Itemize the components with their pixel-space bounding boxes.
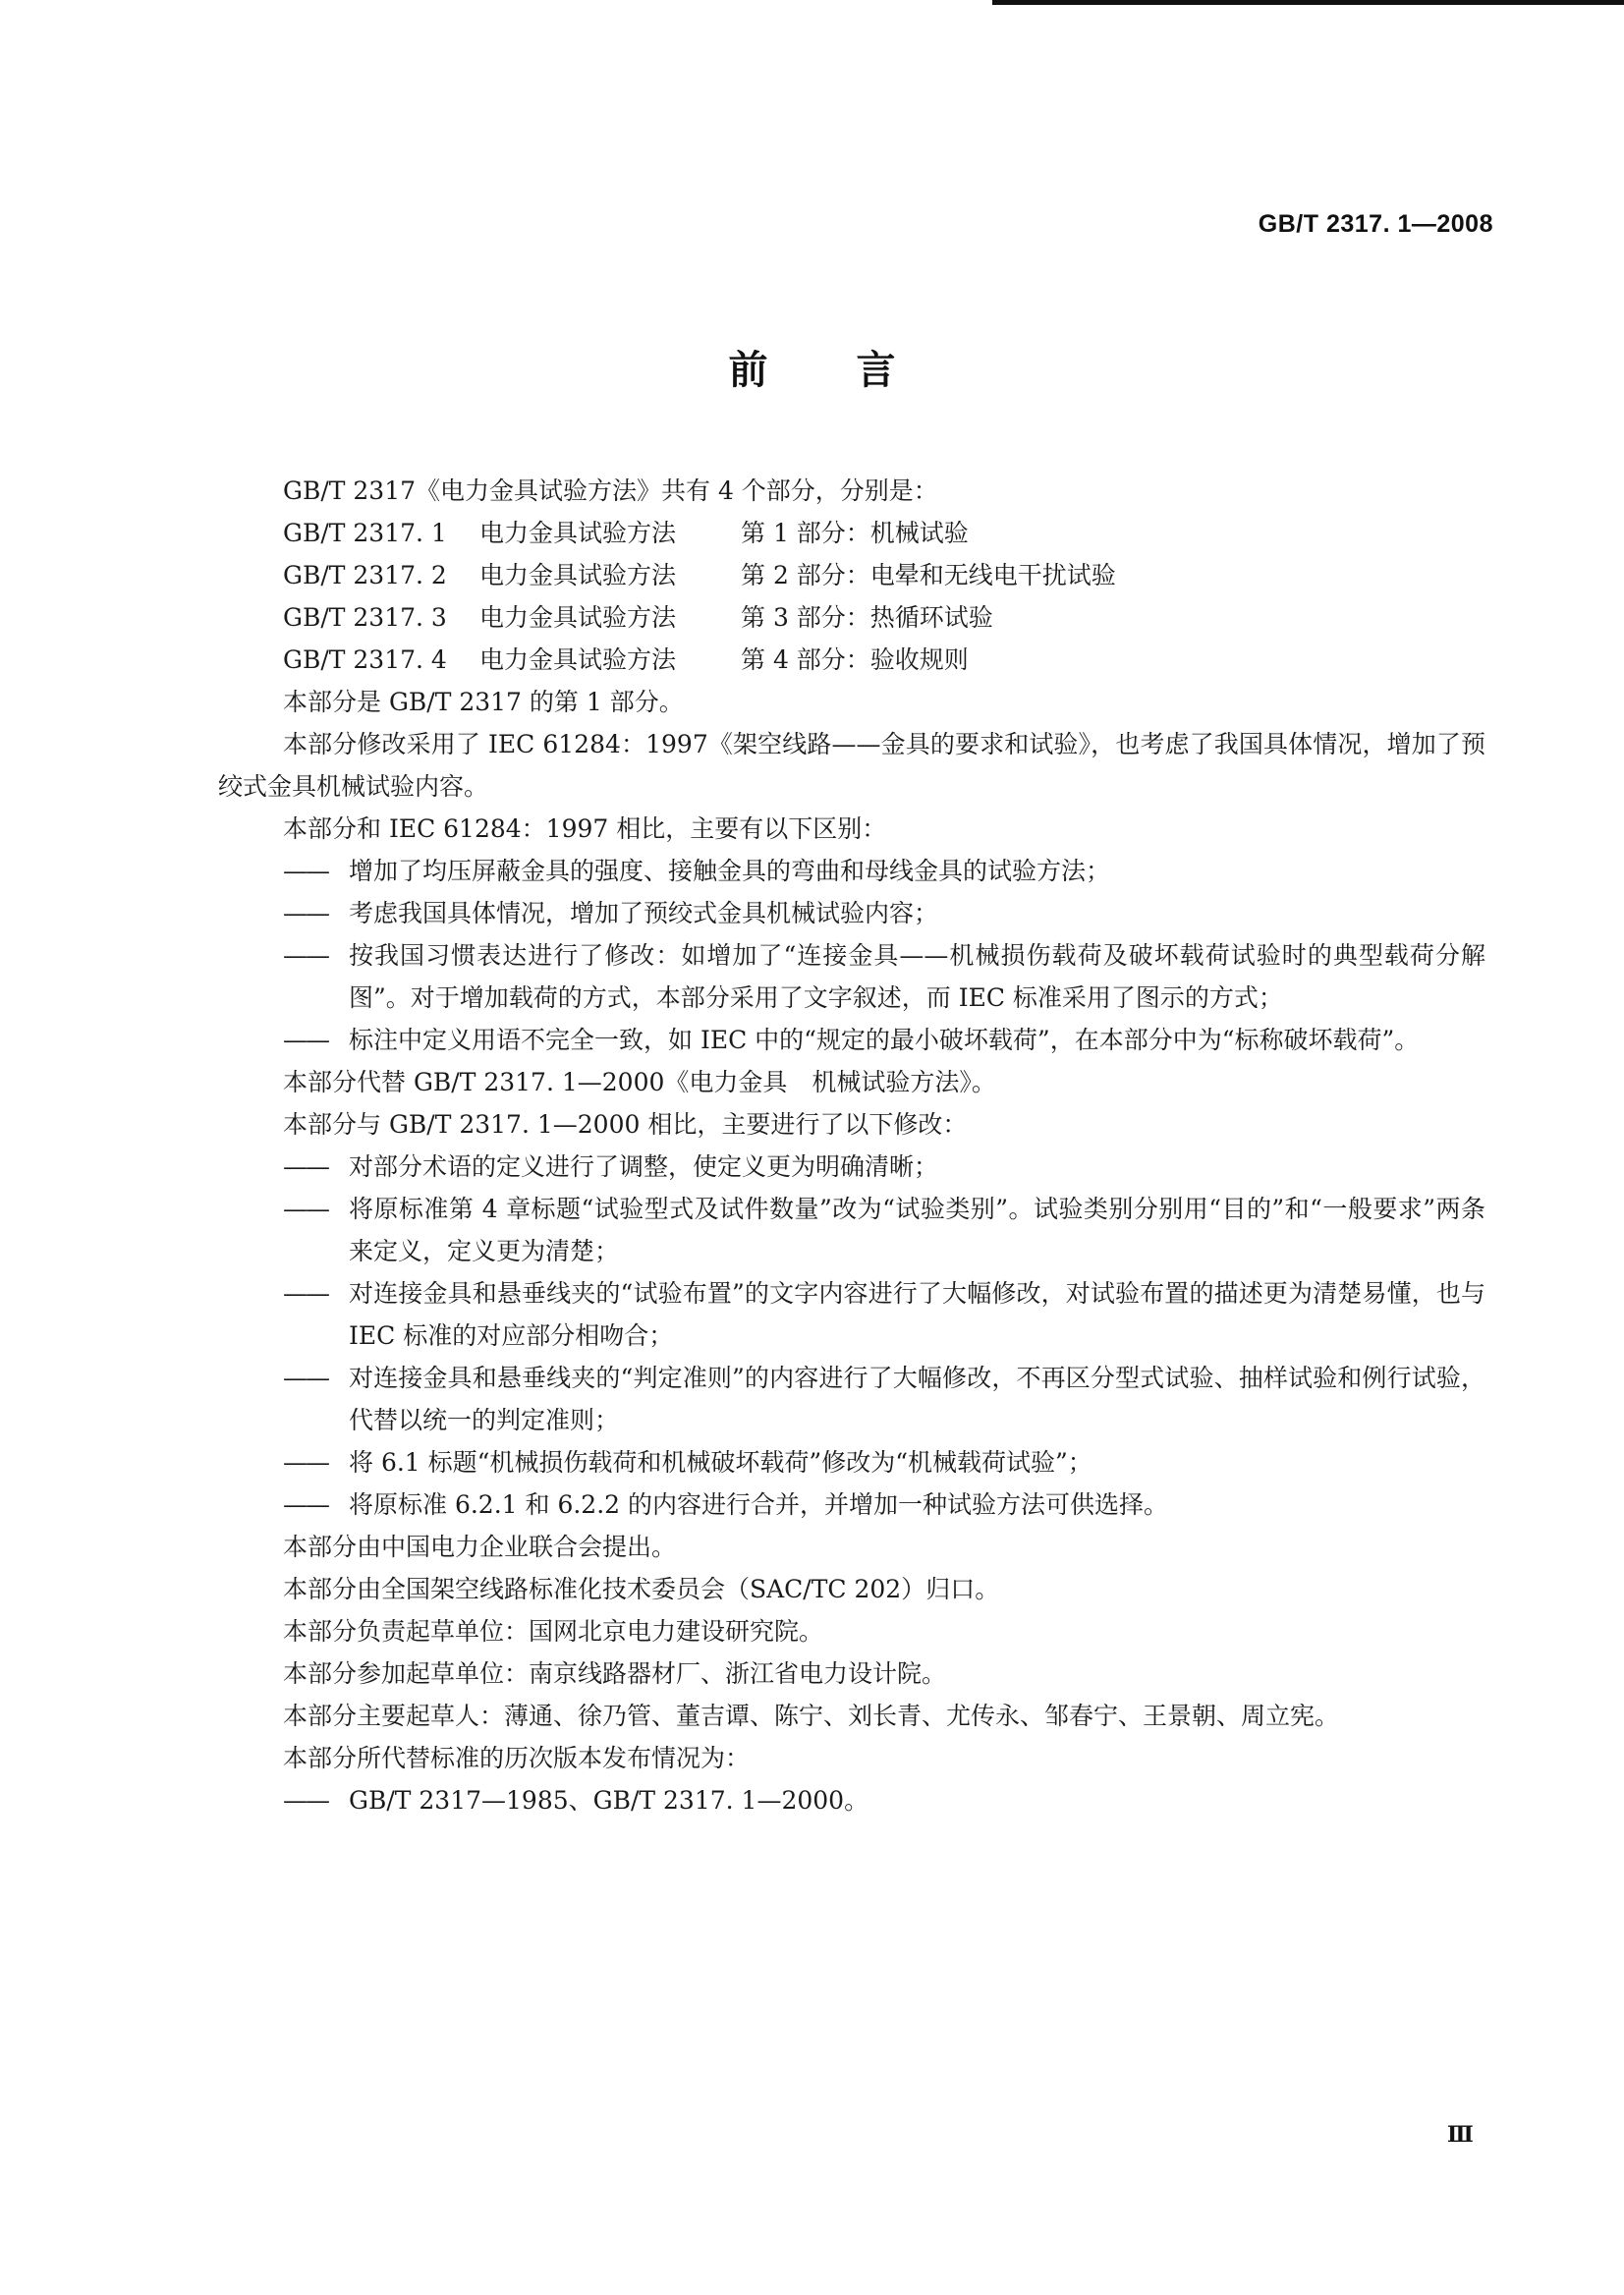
foreword-body — [218, 470, 1485, 1821]
page-number: Ⅲ — [1447, 2122, 1474, 2148]
part-title: 电力金具试验方法 — [479, 519, 677, 547]
part-name: 第 4 部分：验收规则 — [741, 645, 969, 674]
centralized-paragraph: 本部分由全国架空线路标准化技术委员会（SAC/TC 202）归口。 — [283, 1575, 1000, 1603]
this-part-paragraph: 本部分是 GB/T 2317 的第 1 部分。 — [283, 688, 684, 716]
part-name: 第 1 部分：机械试验 — [741, 519, 969, 547]
history-intro: 本部分所代替标准的历次版本发布情况为： — [283, 1744, 751, 1772]
page-title: 前言 — [728, 348, 984, 393]
part-item — [218, 639, 1485, 681]
differences-intro: 本部分和 IEC 61284：1997 相比，主要有以下区别： — [283, 814, 887, 843]
document-code: GB/T 2317. 1—2008 — [1258, 210, 1493, 238]
part-name: 第 2 部分：电晕和无线电干扰试验 — [741, 561, 1116, 589]
list-item: —— 标注中定义用语不完全一致，如 IEC 中的“规定的最小破坏载荷”，在本部分中为“标称破坏载荷”。 — [283, 1019, 1485, 1061]
part-name: 第 3 部分：热循环试验 — [741, 603, 993, 632]
list-item: —— 对连接金具和悬垂线夹的“试验布置”的文字内容进行了大幅修改，对试验布置的描述更为清楚易懂，也与 IEC 标准的对应部分相吻合； — [283, 1272, 1485, 1357]
list-item: —— 增加了均压屏蔽金具的强度、接触金具的弯曲和母线金具的试验方法； — [283, 850, 1485, 892]
proposed-paragraph: 本部分由中国电力企业联合会提出。 — [283, 1533, 677, 1561]
adoption-paragraph: 本部分修改采用了 IEC 61284：1997《架空线路——金具的要求和试验》，也考虑了我国具体情况，增加了预绞式金具机械试验内容。 — [218, 730, 1485, 801]
part-code: GB/T 2317. 4 — [283, 645, 447, 674]
list-item: —— 考虑我国具体情况，增加了预绞式金具机械试验内容； — [283, 892, 1485, 934]
part-code: GB/T 2317. 1 — [283, 519, 447, 547]
part-title: 电力金具试验方法 — [479, 561, 677, 589]
changes-intro: 本部分与 GB/T 2317. 1—2000 相比，主要进行了以下修改： — [283, 1110, 968, 1139]
part-item — [218, 596, 1485, 639]
history-list — [218, 1779, 1485, 1821]
parts-list — [218, 512, 1485, 681]
part-item — [218, 512, 1485, 554]
list-item: —— 将原标准 6.2.1 和 6.2.2 的内容进行合并，并增加一种试验方法可供选择。 — [283, 1483, 1485, 1526]
part-code: GB/T 2317. 2 — [283, 561, 447, 589]
intro-paragraph: GB/T 2317《电力金具试验方法》共有 4 个部分，分别是： — [283, 476, 938, 505]
list-item: —— 将原标准第 4 章标题“试验型式及试件数量”改为“试验类别”。试验类别分别用“目的”和“一般要求”两条来定义，定义更为清楚； — [283, 1188, 1485, 1272]
responsible-paragraph: 本部分负责起草单位：国网北京电力建设研究院。 — [283, 1617, 824, 1646]
participants-paragraph: 本部分参加起草单位：南京线路器材厂、浙江省电力设计院。 — [283, 1659, 947, 1688]
changes-list — [218, 1146, 1485, 1526]
drafters-paragraph: 本部分主要起草人：薄通、徐乃管、董吉谭、陈宁、刘长青、尤传永、邹春宁、王景朝、周立宪。 — [283, 1702, 1340, 1730]
part-title: 电力金具试验方法 — [479, 603, 677, 632]
top-rule — [992, 0, 1624, 5]
list-item: —— 对部分术语的定义进行了调整，使定义更为明确清晰； — [283, 1146, 1485, 1188]
part-title: 电力金具试验方法 — [479, 645, 677, 674]
list-item: —— 将 6.1 标题“机械损伤载荷和机械破坏载荷”修改为“机械载荷试验”； — [283, 1441, 1485, 1483]
list-item: —— 对连接金具和悬垂线夹的“判定准则”的内容进行了大幅修改，不再区分型式试验、抽样试验和例行试验，代替以统一的判定准则； — [283, 1357, 1485, 1441]
replacement-paragraph: 本部分代替 GB/T 2317. 1—2000《电力金具 机械试验方法》。 — [283, 1068, 996, 1096]
part-item — [218, 554, 1485, 596]
differences-list — [218, 850, 1485, 1061]
list-item: —— 按我国习惯表达进行了修改：如增加了“连接金具——机械损伤载荷及破坏载荷试验时的典型载荷分解图”。对于增加载荷的方式，本部分采用了文字叙述，而 IEC 标准采用了图示的方式； — [283, 934, 1485, 1019]
list-item: —— GB/T 2317—1985、GB/T 2317. 1—2000。 — [283, 1779, 1485, 1821]
part-code: GB/T 2317. 3 — [283, 603, 447, 632]
